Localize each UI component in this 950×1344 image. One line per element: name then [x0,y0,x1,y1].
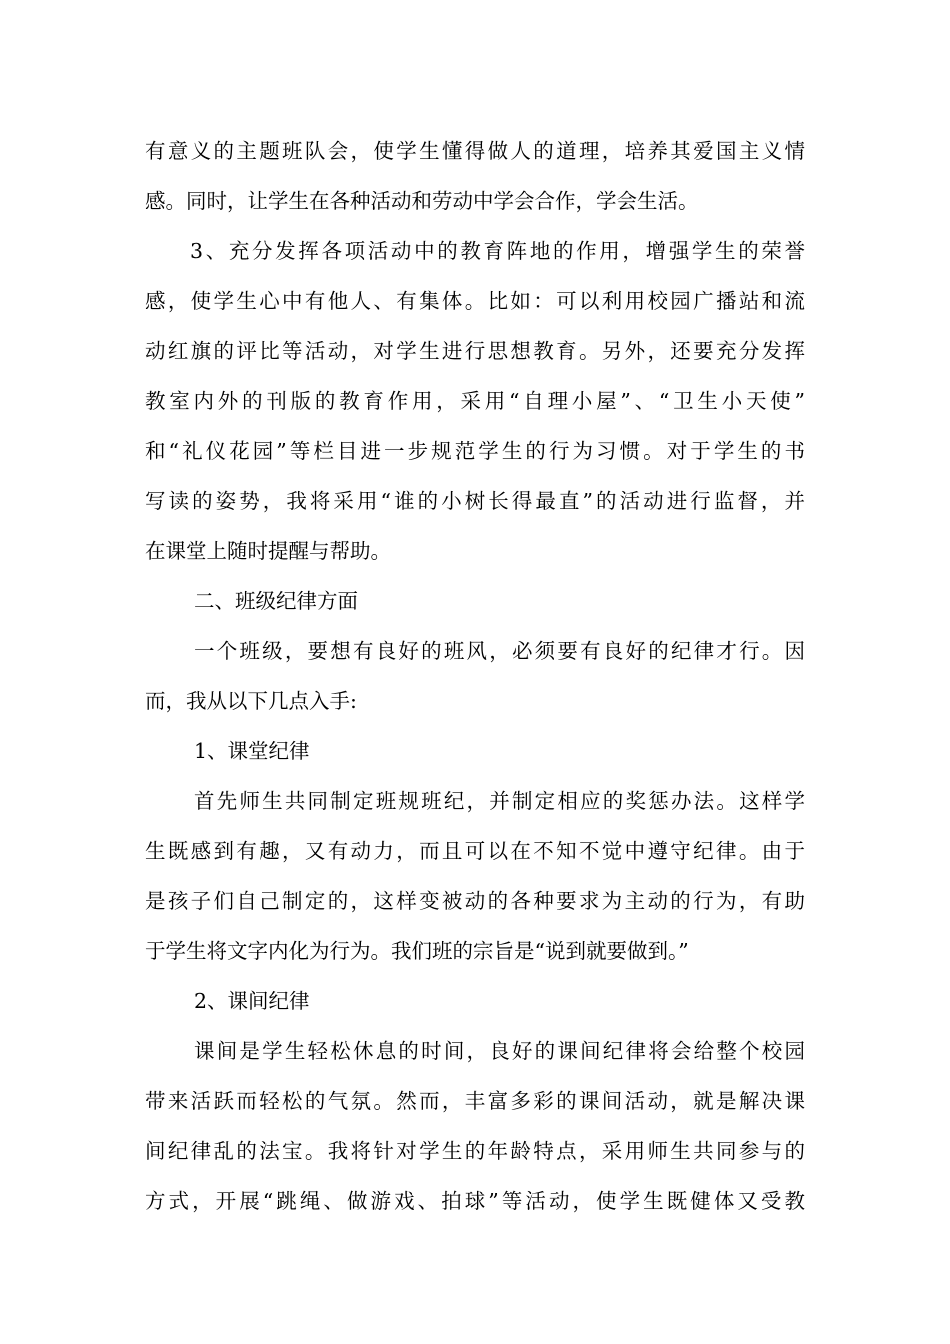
text-line: 于学生将文字内化为行为。我们班的宗旨是“说到就要做到。” [145,939,689,963]
text-line: 动红旗的评比等活动，对学生进行思想教育。另外，还要充分发挥 [145,339,805,363]
text-line: 是孩子们自己制定的，这样变被动的各种要求为主动的行为，有助 [145,889,805,913]
text-line: 而，我从以下几点入手: [145,689,357,713]
text-line: 间纪律乱的法宝。我将针对学生的年龄特点，采用师生共同参与的 [145,1139,805,1163]
text-line: 首先师生共同制定班规班纪，并制定相应的奖惩办法。这样学 [194,789,805,813]
text-line: 3、充分发挥各项活动中的教育阵地的作用，增强学生的荣誉 [190,239,805,263]
text-line: 带来活跃而轻松的气氛。然而，丰富多彩的课间活动，就是解决课 [145,1089,805,1113]
subsection-heading: 2、课间纪律 [194,989,310,1013]
text-line: 方式，开展“跳绳、做游戏、拍球”等活动，使学生既健体又受教 [145,1189,805,1213]
text-line: 课间是学生轻松休息的时间，良好的课间纪律将会给整个校园 [194,1039,805,1063]
subsection-heading: 1、课堂纪律 [194,739,310,763]
text-line: 感，使学生心中有他人、有集体。比如：可以利用校园广播站和流 [145,289,805,313]
text-line: 写读的姿势，我将采用“谁的小树长得最直”的活动进行监督，并 [145,489,805,513]
text-line: 生既感到有趣，又有动力，而且可以在不知不觉中遵守纪律。由于 [145,839,805,863]
text-line: 有意义的主题班队会，使学生懂得做人的道理，培养其爱国主义情 [145,139,805,163]
text-line: 感。同时，让学生在各种活动和劳动中学会合作，学会生活。 [145,189,699,213]
text-line: 在课堂上随时提醒与帮助。 [145,539,391,563]
section-heading: 二、班级纪律方面 [194,589,358,613]
text-line: 和“礼仪花园”等栏目进一步规范学生的行为习惯。对于学生的书 [145,439,805,463]
text-line: 教室内外的刊版的教育作用，采用“自理小屋”、“卫生小天使” [145,389,805,413]
text-line: 一个班级，要想有良好的班风，必须要有良好的纪律才行。因 [194,639,805,663]
